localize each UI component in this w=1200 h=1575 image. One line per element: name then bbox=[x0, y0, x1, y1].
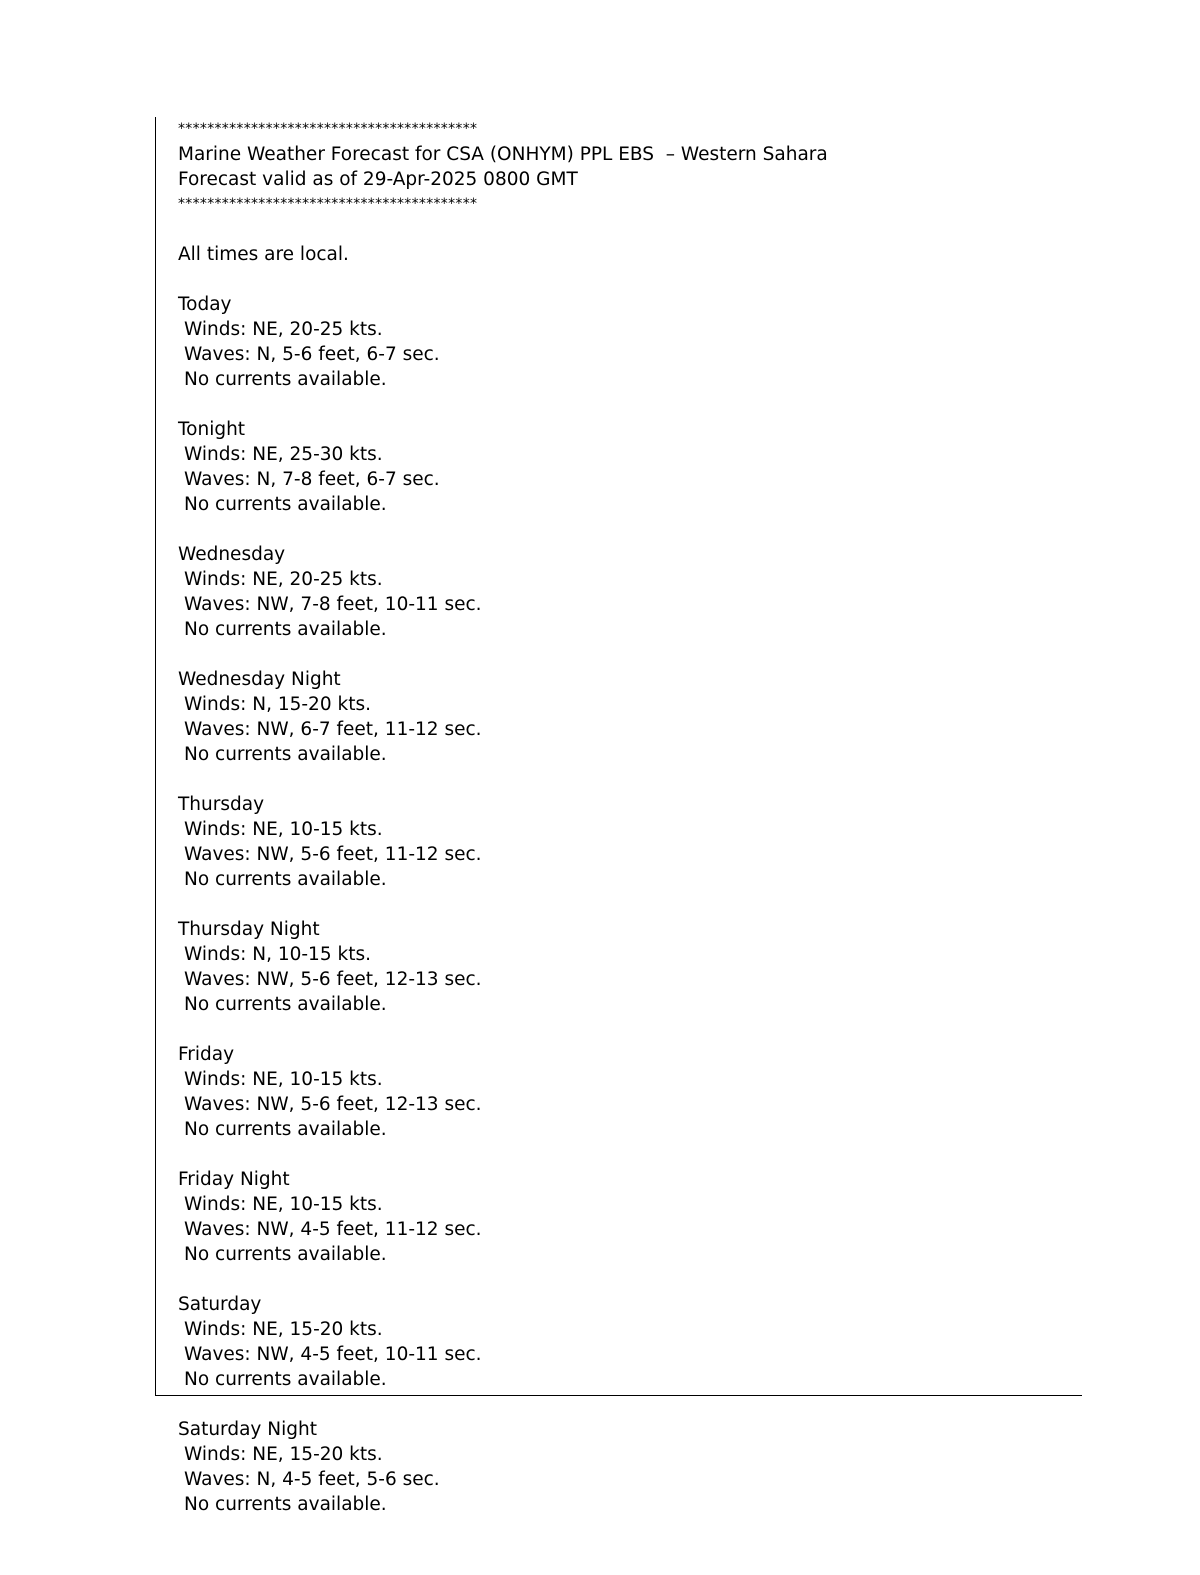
period-name: Saturday Night bbox=[178, 1419, 317, 1440]
spacer bbox=[178, 1017, 1058, 1042]
spacer bbox=[178, 1267, 1058, 1292]
forecast-period bbox=[178, 667, 1058, 792]
period-winds: Winds: NE, 25-30 kts. bbox=[184, 444, 383, 465]
period-currents: No currents available. bbox=[184, 494, 387, 515]
period-winds: Winds: NE, 10-15 kts. bbox=[184, 819, 383, 840]
forecast-valid-time: Forecast valid as of 29-Apr-2025 0800 GMT bbox=[178, 169, 578, 190]
forecast-period bbox=[178, 1167, 1058, 1292]
period-currents: No currents available. bbox=[184, 1369, 387, 1390]
period-waves: Waves: NW, 7-8 feet, 10-11 sec. bbox=[184, 594, 482, 615]
period-waves: Waves: NW, 4-5 feet, 11-12 sec. bbox=[184, 1219, 482, 1240]
period-winds: Winds: NE, 20-25 kts. bbox=[184, 319, 383, 340]
period-currents: No currents available. bbox=[184, 1119, 387, 1140]
period-waves: Waves: NW, 5-6 feet, 12-13 sec. bbox=[184, 969, 482, 990]
period-winds: Winds: N, 10-15 kts. bbox=[184, 944, 371, 965]
forecast-period bbox=[178, 1417, 1058, 1517]
spacer bbox=[178, 1392, 1058, 1417]
period-name: Tonight bbox=[178, 419, 246, 440]
forecast-period bbox=[178, 1042, 1058, 1167]
period-currents: No currents available. bbox=[184, 619, 387, 640]
period-winds: Winds: NE, 15-20 kts. bbox=[184, 1319, 383, 1340]
forecast-title: Marine Weather Forecast for CSA (ONHYM) PPL EBS – Western Sahara bbox=[178, 144, 828, 165]
period-waves: Waves: N, 5-6 feet, 6-7 sec. bbox=[184, 344, 440, 365]
period-winds: Winds: NE, 10-15 kts. bbox=[184, 1069, 383, 1090]
period-currents: No currents available. bbox=[184, 744, 387, 765]
period-name: Today bbox=[178, 294, 232, 315]
period-name: Wednesday bbox=[178, 544, 286, 565]
period-waves: Waves: N, 4-5 feet, 5-6 sec. bbox=[184, 1469, 440, 1490]
spacer bbox=[178, 217, 1058, 242]
period-name: Friday bbox=[178, 1044, 235, 1065]
spacer bbox=[178, 1142, 1058, 1167]
spacer bbox=[178, 267, 1058, 292]
period-waves: Waves: NW, 6-7 feet, 11-12 sec. bbox=[184, 719, 482, 740]
time-note: All times are local. bbox=[178, 244, 349, 265]
period-waves: Waves: NW, 4-5 feet, 10-11 sec. bbox=[184, 1344, 482, 1365]
period-name: Thursday bbox=[178, 794, 265, 815]
period-waves: Waves: N, 7-8 feet, 6-7 sec. bbox=[184, 469, 440, 490]
spacer bbox=[178, 517, 1058, 542]
spacer bbox=[178, 642, 1058, 667]
forecast-period bbox=[178, 1292, 1058, 1417]
period-winds: Winds: NE, 20-25 kts. bbox=[184, 569, 383, 590]
period-currents: No currents available. bbox=[184, 1494, 387, 1515]
spacer bbox=[178, 767, 1058, 792]
header-stars-top: ***************************************** bbox=[178, 121, 478, 137]
period-winds: Winds: NE, 10-15 kts. bbox=[184, 1194, 383, 1215]
frame-left-border bbox=[155, 117, 156, 1395]
period-winds: Winds: NE, 15-20 kts. bbox=[184, 1444, 383, 1465]
period-name: Wednesday Night bbox=[178, 669, 341, 690]
forecast-period bbox=[178, 792, 1058, 917]
period-currents: No currents available. bbox=[184, 869, 387, 890]
forecast-period bbox=[178, 417, 1058, 542]
forecast-period bbox=[178, 917, 1058, 1042]
period-waves: Waves: NW, 5-6 feet, 11-12 sec. bbox=[184, 844, 482, 865]
spacer bbox=[178, 892, 1058, 917]
period-currents: No currents available. bbox=[184, 994, 387, 1015]
period-waves: Waves: NW, 5-6 feet, 12-13 sec. bbox=[184, 1094, 482, 1115]
header-stars-bottom: ***************************************** bbox=[178, 196, 478, 212]
forecast-document bbox=[178, 117, 1058, 1517]
period-currents: No currents available. bbox=[184, 1244, 387, 1265]
period-currents: No currents available. bbox=[184, 369, 387, 390]
spacer bbox=[178, 392, 1058, 417]
period-name: Saturday bbox=[178, 1294, 262, 1315]
period-name: Friday Night bbox=[178, 1169, 290, 1190]
period-name: Thursday Night bbox=[178, 919, 320, 940]
period-winds: Winds: N, 15-20 kts. bbox=[184, 694, 371, 715]
forecast-period bbox=[178, 542, 1058, 667]
forecast-period bbox=[178, 292, 1058, 417]
